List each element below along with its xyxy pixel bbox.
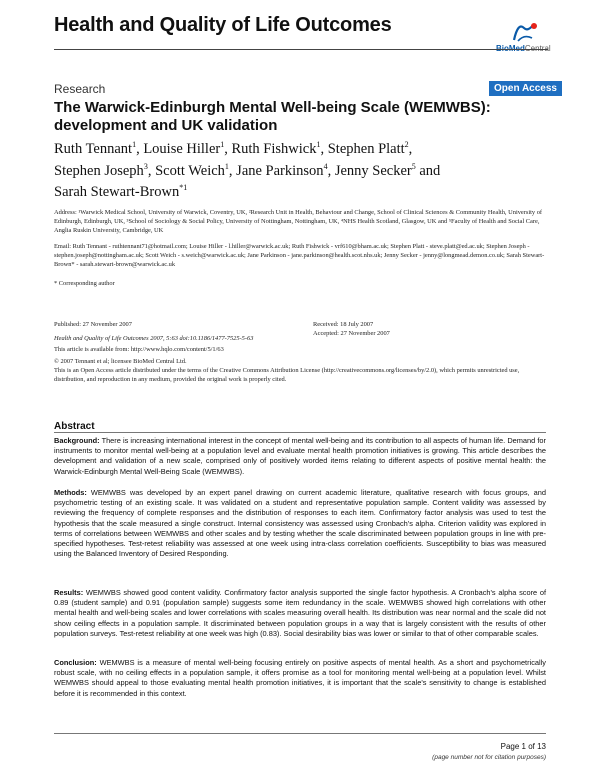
article-type: Research — [54, 82, 106, 96]
copyright: © 2007 Tennant et al; licensee BioMed Central Ltd. — [54, 358, 187, 365]
author[interactable]: Louise Hiller$^1$ — [143, 140, 225, 157]
article-title: The Warwick-Edinburgh Mental Well-being Scale (WEMWBS): development and UK validation — [54, 99, 491, 134]
affiliations: Address: ¹Warwick Medical School, University of Warwick, Coventry, UK, ²Research Unit in Health, Behaviour and Change, School of Clinical Sciences & Community Health, University of Edinburgh, Edinburgh, UK, ³School of Sociology & Social Policy, University of Nottingham, Nottingham, UK, ⁴NHS Health Scotland, Glasgow, UK and ⁵Faculty of Health and Social Care, Anglia Ruskin University, Cambridge, UK — [54, 209, 543, 235]
license-block — [54, 357, 548, 385]
header-divider — [54, 49, 548, 50]
biomed-logo-text: BioMedCentral — [496, 44, 551, 53]
abstract-conclusion: Conclusion: WEMWBS is a measure of mental well-being focusing entirely on positive aspects of mental health. As a short and psychometrically robust scale, with no ceiling effects in a population sample, it offers promise as a tool for monitoring mental well-being at a population level. Whilst WEMWBS should appeal to those evaluating mental health promotion initiatives, it is important that the scale's sensitivity to change is established before it is recommended in this context. — [54, 658, 546, 698]
abstract-methods: Methods: WEMWBS was developed by an expert panel drawing on current academic literature, qualitative research with focus groups, and psychometric testing of an existing scale. It was validated on a student and representative population sample. Content validity was assessed by reviewing the frequency of complete responses and the distribution of responses to each item. Confirmatory factor analysis was used to test the hypothesis that the scale measured a single construct. Internal consistency was assessed using Cronbach's alpha. Criterion validity was explored in terms of correlations between WEMWBS and other scales and by testing whether the scale discriminated between population groups in line with pre-specified hypotheses. Test-retest reliability was assessed at one week using intra-class correlation coefficients. Susceptibility to bias was measured using the Balanced Inventory of Desired Responding. — [54, 488, 546, 559]
author[interactable]: Jenny Secker$^5$ — [334, 161, 416, 179]
author[interactable]: Stephen Joseph$^3$ — [54, 161, 148, 179]
author-emails[interactable]: Email: Ruth Tennant - ruthtennant71@hotmail.com; Louise Hiller - l.hiller@warwick.ac.uk; Ruth Fishwick - vrf610@bham.ac.uk; Stephen Platt - steve.platt@ed.ac.uk; Stephen Joseph - stephen.joseph@nottingham.ac.uk; Scott Weich - s.weich@warwick.ac.uk; Jane Parkinson - jane.parkinson@health.scot.nhs.uk; Jenny Secker - jenny@longmead.demon.co.uk; Sarah Stewart-Brown* - sarah.stewart-brown@warwick.ac.uk — [54, 243, 545, 269]
abstract-heading: Abstract — [54, 421, 95, 432]
page-note: (page number not for citation purposes) — [432, 754, 546, 761]
biomed-logo-icon — [510, 20, 540, 44]
accepted-date: Accepted: 27 November 2007 — [313, 330, 390, 338]
citation: Health and Quality of Life Outcomes 2007, 5:63 doi:10.1186/1477-7525-5-63 — [54, 335, 254, 343]
corresponding-author-note: * Corresponding author — [54, 280, 115, 287]
page-number: Page 1 of 13 — [500, 742, 546, 751]
received-accepted — [313, 320, 553, 338]
abstract-results: Results: WEMWBS showed good content validity. Confirmatory factor analysis supported the single factor hypothesis. A Cronbach's alpha score of 0.89 (student sample) and 0.91 (population sample) suggests some item redundancy in the scale. WEMWBS showed high correlations with other mental health and well-being scales and lower correlations with scales measuring overall health. Its distribution was near normal and the scale did not show ceiling effects in a population sample. It discriminated between population groups in a way that is largely consistent with the results of other population surveys. Test-retest reliability at one week was high (0.83). Social desirability bias was lower or similar to that of other comparable scales. — [54, 588, 546, 638]
received-date: Received: 18 July 2007 — [313, 321, 374, 328]
author[interactable]: Ruth Fishwick$^1$ — [231, 140, 321, 157]
author[interactable]: Sarah Stewart-Brown$^{*1}$ — [54, 183, 188, 201]
author[interactable]: Jane Parkinson$^4$ — [236, 161, 328, 179]
publication-info — [54, 320, 304, 355]
license-text: This is an Open Access article distributed under the terms of the Creative Commons Attribution License (http://creativecommons.org/licenses/by/2.0), which permits unrestricted use, distribution, and reproduction in any medium, provided the original work is properly cited. — [54, 367, 520, 384]
author[interactable]: Stephen Platt$^2$ — [327, 140, 409, 157]
author[interactable]: Scott Weich$^1$ — [155, 161, 229, 179]
journal-title: Health and Quality of Life Outcomes — [54, 14, 392, 36]
open-access-badge: Open Access — [489, 81, 562, 96]
abstract-background: Background: There is increasing international interest in the concept of mental well-being and its contribution to all aspects of human life. Demand for instruments to monitor mental well-being at a population level and evaluate mental health promotion initiatives is growing. This article describes the development and validation of a new scale, comprised only of positively worded items relating to different aspects of positive mental health: the Warwick-Edinburgh Mental Well-Being Scale (WEMWBS). — [54, 436, 546, 476]
published-date: Published: 27 November 2007 — [54, 321, 132, 328]
article-url[interactable]: This article is available from: http://www.hqlo.com/content/5/1/63 — [54, 346, 224, 354]
author-list: Ruth Tennant$^1$, Louise Hiller$^1$, Ruth Fishwick$^1$, Stephen Platt$^2$, Stephen Joseph$^3$, Scott Weich$^1$, Jane Parkinson$^4$, Jenny Secker$^5$ and Sarah Stewart-Brown$^{*1}$ — [54, 140, 441, 201]
author[interactable]: Ruth Tennant$^1$ — [54, 140, 137, 157]
